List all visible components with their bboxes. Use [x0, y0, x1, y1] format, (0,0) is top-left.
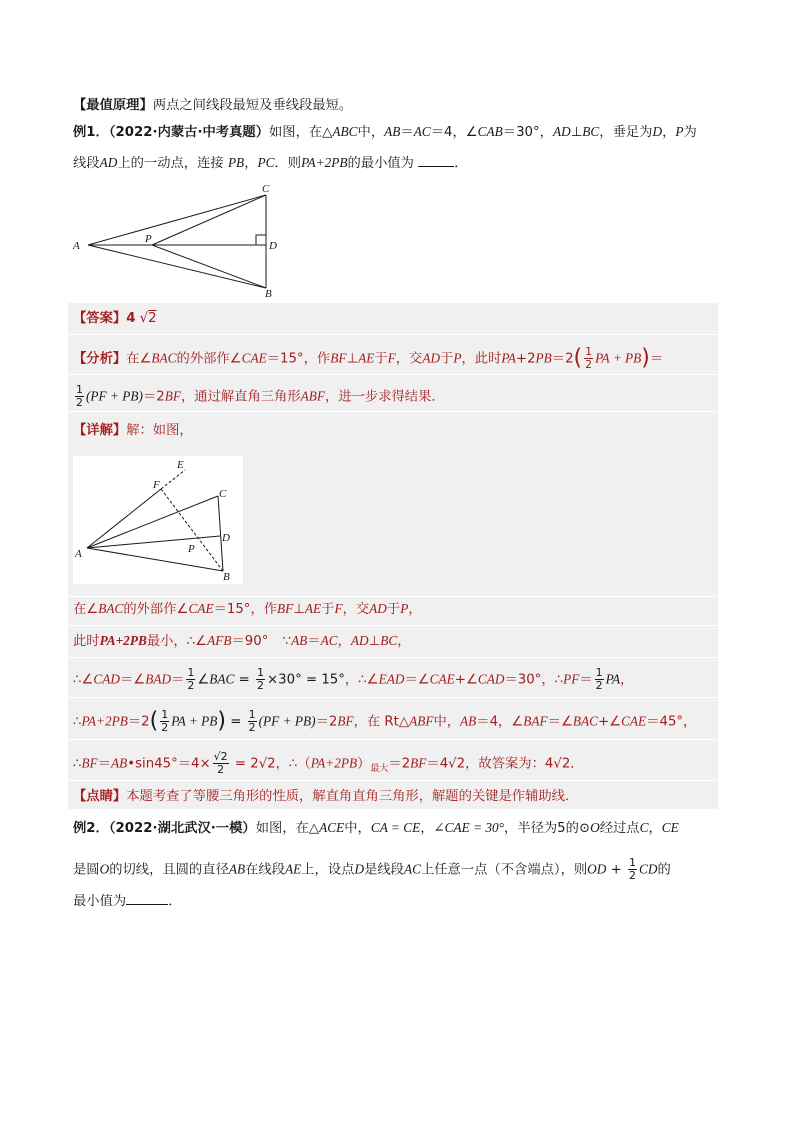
text: 解：如图，	[126, 423, 193, 438]
text: 于	[386, 602, 401, 617]
label-a: A	[75, 548, 82, 560]
answer-root: 2	[148, 311, 157, 326]
math: PA	[501, 350, 516, 366]
label-e: E	[177, 459, 184, 471]
comment-label: 【点睛】	[73, 789, 127, 804]
right-angle-mark	[256, 235, 266, 245]
math: AE	[358, 350, 375, 366]
segment-af	[87, 489, 161, 548]
separator	[68, 596, 718, 597]
math: AB	[384, 124, 401, 139]
label-p: P	[188, 543, 195, 555]
math: BAC	[151, 350, 177, 366]
math: AC	[413, 124, 431, 139]
separator	[68, 334, 718, 335]
math: BAC	[98, 601, 124, 616]
text: ．	[454, 156, 468, 171]
text: ．则	[274, 156, 302, 171]
analysis-line1: 【分析】在∠BAC的外部作∠CAE＝15°，作BF⊥AE于F，交AD于P，此时PA+2PB＝2( $\frac{1}{2}$ PA + PB)＝	[73, 345, 664, 371]
text: ＝15°，作	[213, 602, 278, 617]
analysis-label: 【分析】	[73, 351, 127, 367]
separator	[68, 697, 718, 698]
text: ＝30°，	[502, 125, 553, 140]
text: 在∠	[73, 602, 99, 617]
label-a: A	[73, 240, 80, 252]
label-p: P	[145, 233, 152, 245]
text: ，通过解直角三角形	[180, 389, 301, 405]
text: 此时	[73, 634, 100, 649]
math: BC	[380, 633, 398, 648]
separator	[68, 625, 718, 626]
segment-ad	[87, 536, 220, 548]
math: AD	[422, 350, 441, 366]
text: ∵	[282, 634, 292, 649]
segment-ab	[88, 245, 266, 288]
math: AFB	[207, 633, 232, 648]
fraction: $\frac{1}{2}$	[161, 708, 169, 734]
text: 为	[683, 125, 697, 140]
text: 的最小值为	[347, 156, 414, 171]
text: ，进一步求得结果．	[325, 389, 445, 405]
principle-text: 两点之间线段最短及垂线段最短。	[152, 98, 353, 113]
text: 于	[374, 351, 388, 367]
answer-label: 【答案】	[73, 311, 127, 326]
label-f: F	[153, 479, 160, 491]
separator	[68, 374, 718, 375]
math: D	[652, 124, 663, 139]
text: ＝	[649, 351, 664, 367]
math: PA+2PB	[301, 155, 348, 170]
analysis-line2	[73, 384, 723, 409]
detail-line5: ∴BF＝AB•sin45°＝4× $\frac{√2}{2}$ = 2√2，$\therefore(PA+2PB)_{最大}=2BF=4√2$，故答案为：4√2．	[73, 750, 584, 776]
detail-line2	[73, 632, 723, 651]
text: ，此时	[461, 351, 502, 367]
text: 上的一动点，连接	[117, 156, 224, 171]
text: ，交	[342, 602, 370, 617]
math: PA + PB	[595, 350, 642, 366]
math: PA+2PB	[99, 633, 147, 648]
separator	[68, 657, 718, 658]
math: BC	[582, 124, 600, 139]
math: (PF + PB)	[86, 388, 143, 404]
comment-line	[73, 788, 723, 806]
math: AC	[320, 633, 338, 648]
text: 的外部作∠	[123, 602, 189, 617]
text: ＝	[400, 125, 414, 140]
text: 如图，在△	[269, 125, 333, 140]
triangle-figure-1	[68, 180, 288, 300]
text: ，	[337, 634, 351, 649]
text: ，	[397, 634, 411, 649]
math: F	[387, 350, 396, 366]
math: P	[675, 124, 684, 139]
text: 最小，∴∠	[146, 634, 208, 649]
detail-line4: ∴PA+2PB＝2( $\frac{1}{2}$ PA + PB) = $\frac{1}{2}$ (PF + PB)＝2BF，在 Rt△ABF中，AB＝4，∠BAF＝∠BAC+∠CAE＝45°，	[73, 708, 697, 734]
segment-ab	[87, 548, 223, 571]
triangle-figure-2	[73, 456, 243, 584]
text: 线段	[73, 156, 100, 171]
text: 在∠	[126, 351, 152, 367]
sqrt-sign: √	[135, 311, 149, 326]
math: F	[334, 601, 343, 616]
math: CAE	[241, 350, 267, 366]
text: 的外部作∠	[176, 351, 242, 367]
answer-blank[interactable]	[126, 892, 168, 905]
label-d: D	[222, 532, 230, 544]
example1-source: （2022·内蒙古·中考真题）	[108, 125, 269, 140]
detail-header	[73, 422, 723, 440]
text: ＝2	[551, 351, 574, 367]
text: +2	[515, 351, 536, 367]
text: ＝15°，作	[266, 351, 331, 367]
label-b: B	[265, 288, 272, 300]
math: CAB	[477, 124, 503, 139]
fraction: $\frac{1}{2}$	[595, 666, 603, 692]
example1-label: 例1．	[73, 125, 109, 140]
fraction: $\frac{1}{2}$	[629, 856, 636, 882]
principle-line	[73, 97, 723, 115]
label-b: B	[223, 571, 230, 583]
label-c: C	[219, 488, 227, 500]
math: ABC	[332, 124, 358, 139]
text: ，	[408, 602, 422, 617]
math: AB	[291, 633, 308, 648]
label-c: C	[262, 183, 270, 195]
text: ⊥	[570, 125, 583, 140]
detail-line1	[73, 600, 723, 619]
text: ⊥	[293, 602, 305, 617]
math: AD	[369, 601, 387, 616]
text: ⊥	[368, 634, 381, 649]
text: ＝2	[142, 389, 165, 405]
principle-label: 【最值原理】	[73, 98, 153, 113]
separator	[68, 739, 718, 740]
example2-source: （2022·湖北武汉·一模）	[108, 821, 256, 836]
text: 于	[321, 602, 335, 617]
math: AD	[350, 633, 369, 648]
text: ，交	[395, 351, 423, 367]
segment-pb	[152, 245, 266, 288]
math: AD	[552, 124, 571, 139]
math: BF	[330, 350, 347, 366]
text: ＝4，∠	[430, 125, 478, 140]
segment-ac	[88, 195, 266, 245]
text: ＝90°	[231, 634, 269, 649]
example1-line1	[73, 123, 723, 142]
text: ，垂足为	[599, 125, 653, 140]
example1-line2	[73, 154, 723, 173]
example2-line3: 最小值为 ．	[73, 894, 182, 909]
math: PB	[535, 350, 552, 366]
math: CAE	[188, 601, 214, 616]
answer-value: 4	[126, 311, 136, 326]
text: 于	[440, 351, 454, 367]
segment-pc	[152, 195, 266, 245]
fraction: $\frac{1}{2}$	[248, 708, 256, 734]
text: 中，	[357, 125, 385, 140]
answer-line	[73, 310, 723, 328]
segment-fe-dashed	[161, 470, 185, 489]
segment-ac	[87, 496, 218, 548]
math: PB	[227, 155, 245, 170]
math: AD	[99, 155, 118, 170]
example2-label: 例2．	[73, 821, 109, 836]
fraction: $\frac{1}{2}$	[187, 666, 195, 692]
fraction: $\frac{1}{2}$	[257, 666, 265, 692]
text: ＝	[307, 634, 321, 649]
separator	[68, 780, 718, 781]
fraction: $\frac{√2}{2}$	[213, 750, 228, 776]
separator	[68, 411, 718, 412]
segment-fb-dashed	[161, 489, 223, 571]
text: 本题考查了等腰三角形的性质，解直角直角三角形，解题的关键是作辅助线．	[126, 789, 579, 804]
math: P	[400, 601, 409, 616]
detail-line3: ∴∠CAD＝∠BAD＝ $\frac{1}{2}$ ∠BAC = $\frac{1}{2}$ ×30° = 15°，∴∠EAD＝∠CAE+∠CAD＝30°，∴PF＝ $\frac{1}{2}$ PA，	[73, 666, 634, 692]
label-d: D	[269, 240, 277, 252]
example2-line1: 例2．（2022·湖北武汉·一模）如图，在△ACE中，CA = CE，∠CAE = 30°，半径为5的⊙O经过点C，CE	[73, 820, 679, 836]
math: BF	[164, 388, 181, 404]
fraction: $\frac{1}{2}$	[585, 345, 593, 371]
math: BF	[277, 601, 294, 616]
example2-line2: 是圆O的切线，且圆的直径AB在线段AE上，设点D是线段AC上任意一点（不含端点），则OD + $\frac{1}{2}$ CD的	[73, 856, 671, 882]
detail-label: 【详解】	[73, 423, 127, 438]
answer-blank[interactable]	[418, 154, 454, 167]
fraction: $\frac{1}{2}$	[76, 383, 83, 409]
math: ABF	[300, 388, 326, 404]
math: PC	[257, 155, 275, 170]
math: P	[453, 350, 462, 366]
text: ，	[662, 125, 676, 140]
math: AE	[304, 601, 322, 616]
text: ，	[244, 156, 258, 171]
